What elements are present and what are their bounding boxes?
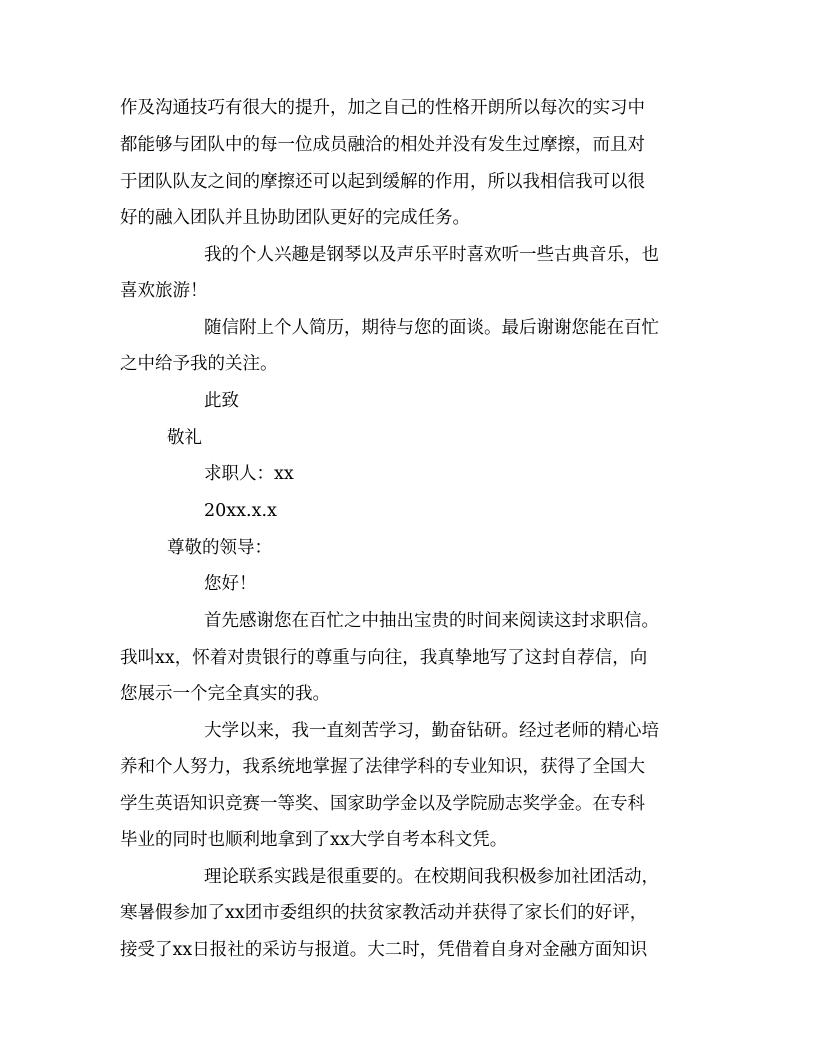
body-text-line: 我的个人兴趣是钢琴以及声乐平时喜欢听一些古典音乐，也: [204, 245, 659, 265]
body-text-line: 我叫xx，怀着对贵银行的尊重与向往，我真挚地写了这封自荐信，向: [120, 648, 648, 668]
body-text-line: 寒暑假参加了xx团市委组织的扶贫家教活动并获得了家长们的好评，: [120, 903, 648, 923]
signature-date: 20xx.x.x: [204, 501, 277, 521]
body-text-line: 随信附上个人简历，期待与您的面谈。最后谢谢您能在百忙: [204, 318, 659, 338]
body-text-line: 大学以来，我一直刻苦学习，勤奋钻研。经过老师的精心培: [204, 721, 659, 741]
body-text-line: 接受了xx日报社的采访与报道。大二时，凭借着自身对金融方面知识: [120, 940, 648, 960]
body-text-line: 您展示一个完全真实的我。: [120, 684, 330, 704]
body-text-line: 之中给予我的关注。: [120, 354, 278, 374]
letter-opening: 您好！: [204, 574, 257, 594]
closing-salutation: 此致: [204, 391, 239, 411]
body-text-line: 作及沟通技巧有很大的提升，加之自己的性格开朗所以每次的实习中: [120, 98, 645, 118]
body-text-line: 好的融入团队并且协助团队更好的完成任务。: [120, 208, 470, 228]
body-text-line: 毕业的同时也顺利地拿到了xx大学自考本科文凭。: [120, 830, 508, 850]
body-text-line: 喜欢旅游！: [120, 281, 208, 301]
letter-greeting: 尊敬的领导：: [167, 538, 272, 558]
body-text-line: 养和个人努力，我系统地掌握了法律学科的专业知识，获得了全国大: [120, 757, 645, 777]
body-text-line: 首先感谢您在百忙之中抽出宝贵的时间来阅读这封求职信。: [204, 611, 659, 631]
closing-regards: 敬礼: [167, 428, 202, 448]
body-text-line: 于团队队友之间的摩擦还可以起到缓解的作用，所以我相信我可以很: [120, 172, 645, 192]
body-text-line: 学生英语知识竞赛一等奖、国家助学金以及学院励志奖学金。在专科: [120, 794, 645, 814]
body-text-line: 理论联系实践是很重要的。在校期间我积极参加社团活动，: [204, 867, 659, 887]
body-text-line: 都能够与团队中的每一位成员融洽的相处并没有发生过摩擦，而且对: [120, 135, 645, 155]
signature-name: 求职人：xx: [204, 464, 294, 484]
